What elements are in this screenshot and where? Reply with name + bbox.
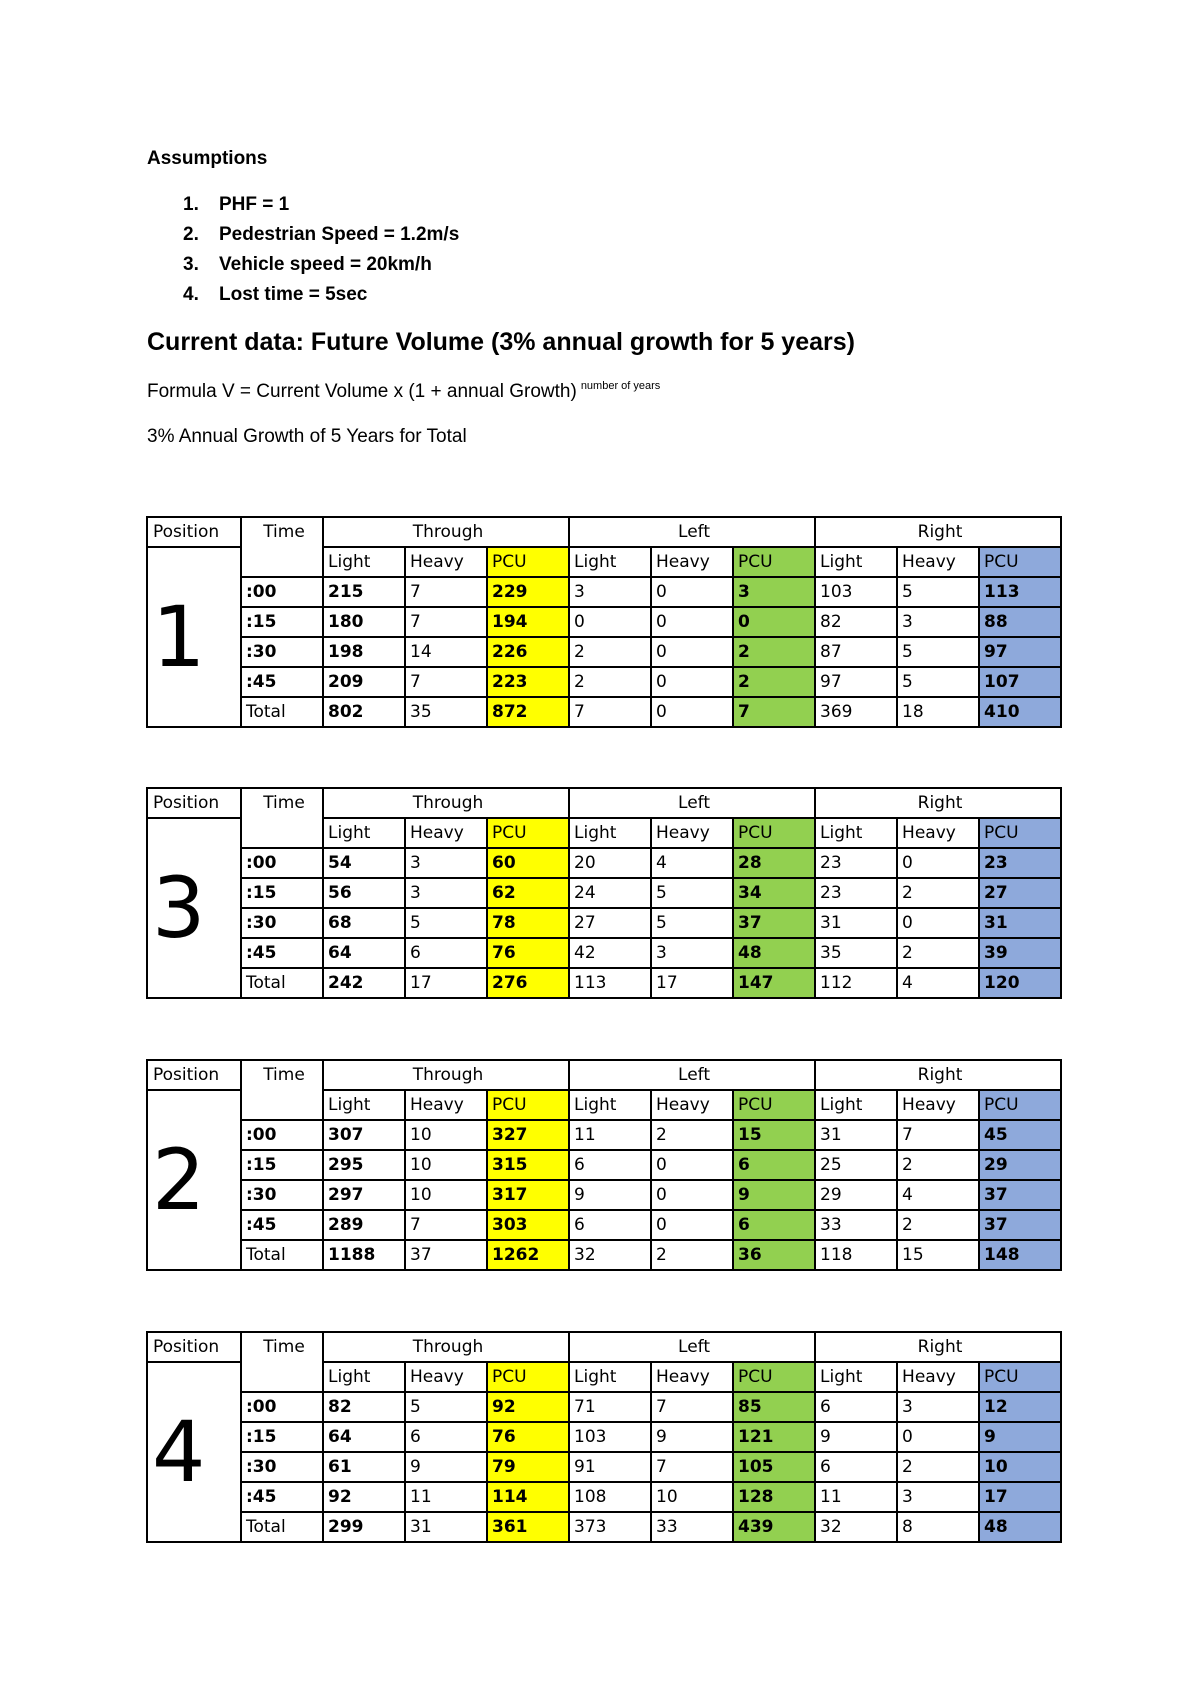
light-header: Light bbox=[569, 1362, 651, 1392]
left-header: Left bbox=[569, 1060, 815, 1090]
through-header: Through bbox=[323, 1060, 569, 1090]
value-cell: 6 bbox=[733, 1210, 815, 1240]
value-cell: 82 bbox=[815, 607, 897, 637]
value-cell: 9 bbox=[405, 1452, 487, 1482]
value-cell: 299 bbox=[323, 1512, 405, 1542]
value-cell: 76 bbox=[487, 938, 569, 968]
pcu-header: PCU bbox=[487, 1362, 569, 1392]
time-cell: :15 bbox=[241, 607, 323, 637]
value-cell: 2 bbox=[897, 938, 979, 968]
total-row bbox=[147, 1512, 1061, 1542]
value-cell: 118 bbox=[815, 1240, 897, 1270]
value-cell: 37 bbox=[979, 1210, 1061, 1240]
time-header: Time bbox=[241, 517, 323, 577]
heavy-header: Heavy bbox=[651, 818, 733, 848]
value-cell: 103 bbox=[815, 577, 897, 607]
value-cell: 872 bbox=[487, 697, 569, 727]
value-cell: 35 bbox=[405, 697, 487, 727]
time-cell: Total bbox=[241, 1240, 323, 1270]
value-cell: 37 bbox=[405, 1240, 487, 1270]
value-cell: 317 bbox=[487, 1180, 569, 1210]
value-cell: 29 bbox=[815, 1180, 897, 1210]
value-cell: 0 bbox=[897, 848, 979, 878]
value-cell: 7 bbox=[405, 577, 487, 607]
value-cell: 226 bbox=[487, 637, 569, 667]
right-header: Right bbox=[815, 788, 1061, 818]
value-cell: 0 bbox=[651, 1150, 733, 1180]
value-cell: 108 bbox=[569, 1482, 651, 1512]
value-cell: 27 bbox=[979, 878, 1061, 908]
value-cell: 3 bbox=[651, 938, 733, 968]
table-header-row bbox=[147, 1332, 1061, 1362]
table-row bbox=[147, 1150, 1061, 1180]
value-cell: 215 bbox=[323, 577, 405, 607]
value-cell: 3 bbox=[897, 1392, 979, 1422]
value-cell: 276 bbox=[487, 968, 569, 998]
table-row bbox=[147, 938, 1061, 968]
table-header-row bbox=[147, 788, 1061, 818]
value-cell: 0 bbox=[651, 577, 733, 607]
position-header: Position bbox=[147, 517, 241, 547]
time-cell: :45 bbox=[241, 667, 323, 697]
time-cell: :30 bbox=[241, 1180, 323, 1210]
value-cell: 27 bbox=[569, 908, 651, 938]
value-cell: 9 bbox=[979, 1422, 1061, 1452]
time-header: Time bbox=[241, 1332, 323, 1392]
value-cell: 0 bbox=[569, 607, 651, 637]
value-cell: 315 bbox=[487, 1150, 569, 1180]
value-cell: 10 bbox=[405, 1150, 487, 1180]
right-header: Right bbox=[815, 517, 1061, 547]
pcu-header: PCU bbox=[979, 547, 1061, 577]
value-cell: 7 bbox=[569, 697, 651, 727]
value-cell: 289 bbox=[323, 1210, 405, 1240]
value-cell: 10 bbox=[979, 1452, 1061, 1482]
heavy-header: Heavy bbox=[897, 1090, 979, 1120]
table-row bbox=[147, 637, 1061, 667]
value-cell: 23 bbox=[815, 848, 897, 878]
value-cell: 17 bbox=[979, 1482, 1061, 1512]
time-cell: :45 bbox=[241, 938, 323, 968]
value-cell: 31 bbox=[405, 1512, 487, 1542]
through-header: Through bbox=[323, 788, 569, 818]
table-header-row bbox=[147, 1060, 1061, 1090]
value-cell: 105 bbox=[733, 1452, 815, 1482]
value-cell: 12 bbox=[979, 1392, 1061, 1422]
assumption-item: 2. Pedestrian Speed = 1.2m/s bbox=[183, 224, 460, 245]
value-cell: 64 bbox=[323, 1422, 405, 1452]
value-cell: 37 bbox=[979, 1180, 1061, 1210]
value-cell: 6 bbox=[569, 1210, 651, 1240]
time-cell: :15 bbox=[241, 1422, 323, 1452]
value-cell: 68 bbox=[323, 908, 405, 938]
value-cell: 17 bbox=[405, 968, 487, 998]
formula-exponent: number of years bbox=[580, 380, 661, 392]
heavy-header: Heavy bbox=[405, 818, 487, 848]
pcu-header: PCU bbox=[979, 1362, 1061, 1392]
left-header: Left bbox=[569, 788, 815, 818]
heavy-header: Heavy bbox=[897, 1362, 979, 1392]
time-cell: Total bbox=[241, 968, 323, 998]
heavy-header: Heavy bbox=[405, 547, 487, 577]
value-cell: 297 bbox=[323, 1180, 405, 1210]
value-cell: 2 bbox=[651, 1240, 733, 1270]
value-cell: 242 bbox=[323, 968, 405, 998]
value-cell: 5 bbox=[897, 637, 979, 667]
value-cell: 10 bbox=[405, 1180, 487, 1210]
value-cell: 439 bbox=[733, 1512, 815, 1542]
value-cell: 307 bbox=[323, 1120, 405, 1150]
value-cell: 92 bbox=[323, 1482, 405, 1512]
time-cell: :00 bbox=[241, 848, 323, 878]
value-cell: 39 bbox=[979, 938, 1061, 968]
value-cell: 31 bbox=[979, 908, 1061, 938]
value-cell: 327 bbox=[487, 1120, 569, 1150]
value-cell: 3 bbox=[569, 577, 651, 607]
value-cell: 147 bbox=[733, 968, 815, 998]
value-cell: 148 bbox=[979, 1240, 1061, 1270]
value-cell: 97 bbox=[979, 637, 1061, 667]
pcu-header: PCU bbox=[487, 818, 569, 848]
value-cell: 87 bbox=[815, 637, 897, 667]
volume-table-position-4 bbox=[146, 1331, 1062, 1543]
value-cell: 0 bbox=[651, 607, 733, 637]
value-cell: 229 bbox=[487, 577, 569, 607]
value-cell: 97 bbox=[815, 667, 897, 697]
value-cell: 2 bbox=[897, 1210, 979, 1240]
value-cell: 3 bbox=[897, 607, 979, 637]
value-cell: 7 bbox=[405, 607, 487, 637]
value-cell: 7 bbox=[733, 697, 815, 727]
value-cell: 0 bbox=[651, 1180, 733, 1210]
time-cell: :30 bbox=[241, 637, 323, 667]
time-cell: :15 bbox=[241, 1150, 323, 1180]
value-cell: 198 bbox=[323, 637, 405, 667]
value-cell: 34 bbox=[733, 878, 815, 908]
value-cell: 113 bbox=[569, 968, 651, 998]
value-cell: 11 bbox=[569, 1120, 651, 1150]
value-cell: 85 bbox=[733, 1392, 815, 1422]
value-cell: 11 bbox=[405, 1482, 487, 1512]
value-cell: 0 bbox=[651, 1210, 733, 1240]
heavy-header: Heavy bbox=[897, 547, 979, 577]
volume-table-position-2 bbox=[146, 1059, 1062, 1271]
heavy-header: Heavy bbox=[897, 818, 979, 848]
time-cell: :00 bbox=[241, 1392, 323, 1422]
value-cell: 223 bbox=[487, 667, 569, 697]
value-cell: 29 bbox=[979, 1150, 1061, 1180]
value-cell: 82 bbox=[323, 1392, 405, 1422]
assumptions-title: Assumptions bbox=[147, 148, 268, 169]
time-cell: :30 bbox=[241, 908, 323, 938]
pcu-header: PCU bbox=[733, 1362, 815, 1392]
value-cell: 9 bbox=[815, 1422, 897, 1452]
growth-note: 3% Annual Growth of 5 Years for Total bbox=[147, 426, 467, 447]
light-header: Light bbox=[569, 547, 651, 577]
value-cell: 5 bbox=[651, 878, 733, 908]
value-cell: 2 bbox=[651, 1120, 733, 1150]
heavy-header: Heavy bbox=[405, 1090, 487, 1120]
value-cell: 9 bbox=[569, 1180, 651, 1210]
value-cell: 2 bbox=[569, 637, 651, 667]
value-cell: 1188 bbox=[323, 1240, 405, 1270]
table-row bbox=[147, 1210, 1061, 1240]
volume-table-position-3 bbox=[146, 787, 1062, 999]
value-cell: 28 bbox=[733, 848, 815, 878]
value-cell: 0 bbox=[897, 908, 979, 938]
value-cell: 2 bbox=[897, 878, 979, 908]
value-cell: 88 bbox=[979, 607, 1061, 637]
value-cell: 8 bbox=[897, 1512, 979, 1542]
value-cell: 180 bbox=[323, 607, 405, 637]
light-header: Light bbox=[323, 1362, 405, 1392]
value-cell: 17 bbox=[651, 968, 733, 998]
table-row bbox=[147, 577, 1061, 607]
value-cell: 78 bbox=[487, 908, 569, 938]
value-cell: 4 bbox=[897, 1180, 979, 1210]
value-cell: 10 bbox=[651, 1482, 733, 1512]
value-cell: 15 bbox=[733, 1120, 815, 1150]
value-cell: 7 bbox=[897, 1120, 979, 1150]
table-row bbox=[147, 1392, 1061, 1422]
value-cell: 31 bbox=[815, 1120, 897, 1150]
light-header: Light bbox=[323, 818, 405, 848]
value-cell: 113 bbox=[979, 577, 1061, 607]
position-number: 2 bbox=[147, 1090, 241, 1270]
time-header: Time bbox=[241, 788, 323, 848]
growth-formula bbox=[147, 380, 660, 403]
value-cell: 6 bbox=[733, 1150, 815, 1180]
table-row bbox=[147, 908, 1061, 938]
value-cell: 2 bbox=[733, 637, 815, 667]
value-cell: 7 bbox=[651, 1392, 733, 1422]
time-cell: :00 bbox=[241, 577, 323, 607]
time-cell: :45 bbox=[241, 1210, 323, 1240]
pcu-header: PCU bbox=[733, 547, 815, 577]
assumption-item: 1. PHF = 1 bbox=[183, 194, 290, 215]
through-header: Through bbox=[323, 517, 569, 547]
heavy-header: Heavy bbox=[651, 1362, 733, 1392]
value-cell: 5 bbox=[405, 1392, 487, 1422]
value-cell: 18 bbox=[897, 697, 979, 727]
value-cell: 64 bbox=[323, 938, 405, 968]
light-header: Light bbox=[323, 547, 405, 577]
value-cell: 1262 bbox=[487, 1240, 569, 1270]
time-cell: :00 bbox=[241, 1120, 323, 1150]
table-header-row bbox=[147, 517, 1061, 547]
table-row bbox=[147, 667, 1061, 697]
value-cell: 4 bbox=[651, 848, 733, 878]
value-cell: 2 bbox=[897, 1452, 979, 1482]
left-header: Left bbox=[569, 1332, 815, 1362]
table-row bbox=[147, 1452, 1061, 1482]
value-cell: 54 bbox=[323, 848, 405, 878]
table-row bbox=[147, 1120, 1061, 1150]
value-cell: 23 bbox=[815, 878, 897, 908]
value-cell: 32 bbox=[815, 1512, 897, 1542]
value-cell: 7 bbox=[405, 667, 487, 697]
value-cell: 45 bbox=[979, 1120, 1061, 1150]
value-cell: 25 bbox=[815, 1150, 897, 1180]
light-header: Light bbox=[569, 818, 651, 848]
table-row bbox=[147, 1482, 1061, 1512]
value-cell: 3 bbox=[405, 848, 487, 878]
value-cell: 802 bbox=[323, 697, 405, 727]
value-cell: 3 bbox=[733, 577, 815, 607]
value-cell: 194 bbox=[487, 607, 569, 637]
time-cell: :45 bbox=[241, 1482, 323, 1512]
value-cell: 79 bbox=[487, 1452, 569, 1482]
value-cell: 2 bbox=[733, 667, 815, 697]
value-cell: 61 bbox=[323, 1452, 405, 1482]
position-header: Position bbox=[147, 1332, 241, 1362]
value-cell: 37 bbox=[733, 908, 815, 938]
value-cell: 209 bbox=[323, 667, 405, 697]
value-cell: 33 bbox=[651, 1512, 733, 1542]
section-heading: Current data: Future Volume (3% annual growth for 5 years) bbox=[147, 328, 855, 356]
time-header: Time bbox=[241, 1060, 323, 1120]
value-cell: 60 bbox=[487, 848, 569, 878]
value-cell: 10 bbox=[405, 1120, 487, 1150]
pcu-header: PCU bbox=[733, 1090, 815, 1120]
value-cell: 103 bbox=[569, 1422, 651, 1452]
through-header: Through bbox=[323, 1332, 569, 1362]
value-cell: 128 bbox=[733, 1482, 815, 1512]
value-cell: 6 bbox=[405, 938, 487, 968]
value-cell: 4 bbox=[897, 968, 979, 998]
value-cell: 6 bbox=[569, 1150, 651, 1180]
assumption-item: 3. Vehicle speed = 20km/h bbox=[183, 254, 432, 275]
time-cell: Total bbox=[241, 1512, 323, 1542]
value-cell: 410 bbox=[979, 697, 1061, 727]
value-cell: 112 bbox=[815, 968, 897, 998]
formula-text: Formula V = Current Volume x (1 + annual Growth) bbox=[147, 381, 577, 402]
value-cell: 121 bbox=[733, 1422, 815, 1452]
value-cell: 120 bbox=[979, 968, 1061, 998]
time-cell: :30 bbox=[241, 1452, 323, 1482]
value-cell: 2 bbox=[897, 1150, 979, 1180]
table-row bbox=[147, 607, 1061, 637]
value-cell: 71 bbox=[569, 1392, 651, 1422]
value-cell: 5 bbox=[405, 908, 487, 938]
value-cell: 6 bbox=[405, 1422, 487, 1452]
value-cell: 3 bbox=[405, 878, 487, 908]
light-header: Light bbox=[323, 1090, 405, 1120]
position-number: 3 bbox=[147, 818, 241, 998]
position-header: Position bbox=[147, 1060, 241, 1090]
volume-table-position-1 bbox=[146, 516, 1062, 728]
assumptions-list bbox=[147, 190, 459, 310]
value-cell: 23 bbox=[979, 848, 1061, 878]
value-cell: 24 bbox=[569, 878, 651, 908]
light-header: Light bbox=[815, 547, 897, 577]
value-cell: 15 bbox=[897, 1240, 979, 1270]
value-cell: 7 bbox=[651, 1452, 733, 1482]
pcu-header: PCU bbox=[979, 1090, 1061, 1120]
table-row bbox=[147, 1422, 1061, 1452]
value-cell: 6 bbox=[815, 1392, 897, 1422]
value-cell: 295 bbox=[323, 1150, 405, 1180]
pcu-header: PCU bbox=[979, 818, 1061, 848]
value-cell: 31 bbox=[815, 908, 897, 938]
value-cell: 20 bbox=[569, 848, 651, 878]
pcu-header: PCU bbox=[487, 547, 569, 577]
value-cell: 11 bbox=[815, 1482, 897, 1512]
value-cell: 361 bbox=[487, 1512, 569, 1542]
pcu-header: PCU bbox=[487, 1090, 569, 1120]
heavy-header: Heavy bbox=[651, 547, 733, 577]
value-cell: 373 bbox=[569, 1512, 651, 1542]
value-cell: 0 bbox=[733, 607, 815, 637]
value-cell: 2 bbox=[569, 667, 651, 697]
heavy-header: Heavy bbox=[405, 1362, 487, 1392]
value-cell: 62 bbox=[487, 878, 569, 908]
value-cell: 0 bbox=[651, 637, 733, 667]
total-row bbox=[147, 697, 1061, 727]
value-cell: 0 bbox=[897, 1422, 979, 1452]
value-cell: 9 bbox=[733, 1180, 815, 1210]
total-row bbox=[147, 968, 1061, 998]
light-header: Light bbox=[815, 818, 897, 848]
value-cell: 5 bbox=[897, 667, 979, 697]
value-cell: 42 bbox=[569, 938, 651, 968]
value-cell: 369 bbox=[815, 697, 897, 727]
right-header: Right bbox=[815, 1060, 1061, 1090]
position-header: Position bbox=[147, 788, 241, 818]
light-header: Light bbox=[815, 1362, 897, 1392]
table-row bbox=[147, 878, 1061, 908]
value-cell: 7 bbox=[405, 1210, 487, 1240]
value-cell: 35 bbox=[815, 938, 897, 968]
right-header: Right bbox=[815, 1332, 1061, 1362]
value-cell: 5 bbox=[897, 577, 979, 607]
light-header: Light bbox=[569, 1090, 651, 1120]
value-cell: 91 bbox=[569, 1452, 651, 1482]
value-cell: 6 bbox=[815, 1452, 897, 1482]
value-cell: 32 bbox=[569, 1240, 651, 1270]
value-cell: 0 bbox=[651, 667, 733, 697]
time-cell: :15 bbox=[241, 878, 323, 908]
total-row bbox=[147, 1240, 1061, 1270]
value-cell: 48 bbox=[979, 1512, 1061, 1542]
value-cell: 92 bbox=[487, 1392, 569, 1422]
value-cell: 114 bbox=[487, 1482, 569, 1512]
value-cell: 9 bbox=[651, 1422, 733, 1452]
value-cell: 303 bbox=[487, 1210, 569, 1240]
light-header: Light bbox=[815, 1090, 897, 1120]
time-cell: Total bbox=[241, 697, 323, 727]
position-number: 1 bbox=[147, 547, 241, 727]
value-cell: 0 bbox=[651, 697, 733, 727]
value-cell: 76 bbox=[487, 1422, 569, 1452]
assumption-item: 4. Lost time = 5sec bbox=[183, 284, 368, 305]
pcu-header: PCU bbox=[733, 818, 815, 848]
heavy-header: Heavy bbox=[651, 1090, 733, 1120]
value-cell: 36 bbox=[733, 1240, 815, 1270]
value-cell: 5 bbox=[651, 908, 733, 938]
left-header: Left bbox=[569, 517, 815, 547]
value-cell: 3 bbox=[897, 1482, 979, 1512]
position-number: 4 bbox=[147, 1362, 241, 1542]
value-cell: 48 bbox=[733, 938, 815, 968]
value-cell: 14 bbox=[405, 637, 487, 667]
value-cell: 56 bbox=[323, 878, 405, 908]
table-row bbox=[147, 848, 1061, 878]
value-cell: 33 bbox=[815, 1210, 897, 1240]
table-row bbox=[147, 1180, 1061, 1210]
value-cell: 107 bbox=[979, 667, 1061, 697]
